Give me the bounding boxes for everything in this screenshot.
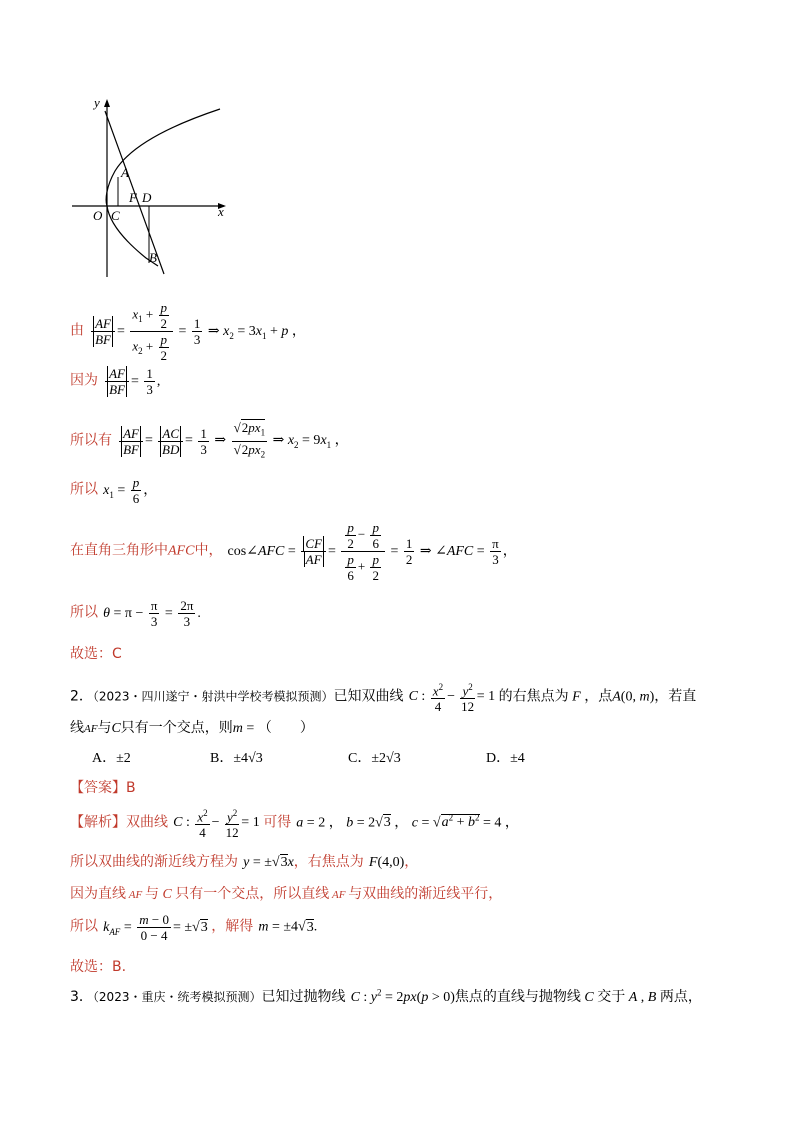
formula-x1: $x_1$ = $\frac{p}{6}$ ， [103,475,158,506]
q2-comma: ， [404,854,419,870]
q3-c: C [580,990,598,1005]
q2-af-2: AF [126,889,145,901]
solution-line-given [70,366,160,397]
q2-stem-h: （ ） [257,720,314,736]
q2-answer-value: B [126,780,136,796]
q2-analysis-1b: 可得 [263,814,292,831]
q2-analysis-2b: ，右焦点为 [293,854,364,870]
q2-stem-a: 已知双曲线 [333,688,404,705]
label-o: O [93,208,103,223]
solution-line-x1 [70,475,157,506]
q2-m: m [232,721,243,736]
q2-option-a[interactable]: A．±2 [92,751,131,766]
formula-given: $\frac{AF}{BF}$ = $\frac{1}{3}$ , [103,374,160,389]
q2-focus: F(4,0) [368,855,405,870]
q2-c-2: C [158,887,176,902]
q2-f: F [568,689,585,705]
q2-stem-c: ，点 [584,688,613,705]
q3-stem-a: 已知过抛物线 [261,989,346,1005]
q2-stem-g: 只有一个交点，则 [120,720,233,736]
text-afc: AFC [168,543,195,559]
q3-ab: A , B [628,990,657,1005]
y-axis-arrow [104,99,110,107]
q2-c: C [111,721,121,736]
q2-point-a: A(0, m) [612,689,655,705]
q2-option-c[interactable]: C．±2√3 [348,751,401,766]
q2-analysis-4a: 所以 [70,918,98,935]
label-d: D [142,190,152,205]
q2-option-b[interactable]: B．±4√3 [210,751,263,766]
q3-stem-b: 焦点的直线与抛物线 [454,989,581,1005]
label-c: C [111,208,120,223]
text-suoyi-2: 所以 [70,604,98,621]
parabola-figure [68,95,238,280]
label-a: A [121,165,129,180]
q2-af: AF [84,723,98,735]
text-zhijiao: 在直角三角形中 [70,542,168,559]
question-2-stem [70,680,696,714]
q2-answer-tag: 【答案】 [70,780,126,796]
text-zhong: 中， [194,542,223,559]
q2-analysis-3d: 与双曲线的渐近线平行， [348,886,503,902]
label-x: x [218,204,224,219]
q2-answer [70,777,136,797]
conclusion-b: 故选：B. [70,959,127,975]
parabola-curve [106,109,220,266]
q2-analysis-abc: a = 2 ， b = 2√3 ， $c = √a^2 + b^2 = 4$ ， [296,812,519,831]
q2-stem-d: ，若直 [654,688,697,705]
q2-asymptote: y = ±√3x [243,855,294,870]
q2-number: 2． [70,688,93,705]
solution-line-cos [70,520,517,583]
solution-line-ratio [70,300,306,363]
question-2-stem-2 [70,717,314,737]
q2-analysis-2a: 所以双曲线的渐近线方程为 [70,854,238,870]
q2-analysis-hyperbola: C : $\frac{x^2}{4}$ − $\frac{y^2}{12}$ = 1 [173,808,264,841]
q2-analysis-2 [70,851,418,871]
label-f: F [129,190,137,205]
q2-stem-f: 与 [97,720,112,736]
q2-analysis-1 [70,806,519,840]
conclusion-c: 故选：C [70,646,122,662]
q2-analysis-tag: 【解析】 [70,814,126,831]
q2-m-value: m = ±4√3. [258,919,318,935]
q3-parabola: C : $y^2 = 2px(p > 0)$ [350,987,455,1005]
q2-analysis-4b: ，解得 [211,918,254,935]
q2-analysis-3c: 只有一个交点，所以直线 [175,886,330,902]
formula-cos: cos∠AFC = $\frac{CF}{AF}$ = $\frac{p}{2}$ − $\frac{p}{6}$ $\frac{p}{6}$ + $\frac{p}{2}$ = $\frac{1}{2}$ ⇒ ∠AFC = $\frac{\pi}{3}$ ， [227,520,517,583]
label-b: B [149,250,157,265]
q2-af-3: AF [329,889,349,901]
q2-option-d[interactable]: D．±4 [486,751,525,766]
formula-similar: $\frac{AF}{BF}$ = $\frac{AC}{BD}$ = $\frac{1}{3}$ ⇒ $\frac{√2px_1}{√2px_2}$ ⇒ $x_2 = 9x_1$ ， [117,433,349,448]
question-3-stem [70,986,702,1006]
formula-ratio: $\frac{AF}{BF}$ = $x_1$ + $\frac{p}{2}$ $x_2$ + $\frac{p}{2}$ = $\frac{1}{3}$ ⇒ $x_2 = 3x_1 + p$ ， [89,324,306,339]
q2-eq: = [242,721,258,736]
q2-analysis-3 [70,883,502,903]
q2-hyperbola: C : $\frac{x^2}{4}$ − $\frac{y^2}{12}$ = 1 [408,682,499,715]
text-suoyiyou: 所以有 [70,432,112,449]
q2-source: （2023・四川遂宁・射洪中学校考模拟预测） [92,689,334,704]
formula-theta: θ = π − $\frac{\pi}{3}$ = $\frac{2\pi}{3}$ . [103,598,201,629]
text-suoyi: 所以 [70,481,98,498]
q2-slope: $k_{AF}$ = $\frac{m - 0}{0 - 4}$ = ±√3 [103,912,208,943]
q3-stem-d: 两点， [659,989,702,1005]
q3-source: （2023・重庆・统考模拟预测） [92,990,262,1004]
q2-analysis-1a: 双曲线 [126,814,168,831]
q2-stem-e: 线 [70,720,84,736]
text-yinwei: 因为 [70,372,98,389]
solution-line-similar [70,420,349,462]
q2-analysis-4 [70,912,317,943]
label-y: y [94,95,100,110]
q2-stem-b: 的右焦点为 [498,688,569,705]
q3-number: 3． [70,989,93,1005]
solution-line-theta [70,598,201,629]
q2-analysis-3b: 与 [144,886,159,902]
q3-stem-c: 交于 [597,989,626,1005]
text-you: 由 [70,322,84,339]
q2-analysis-3a: 因为直线 [70,886,126,902]
